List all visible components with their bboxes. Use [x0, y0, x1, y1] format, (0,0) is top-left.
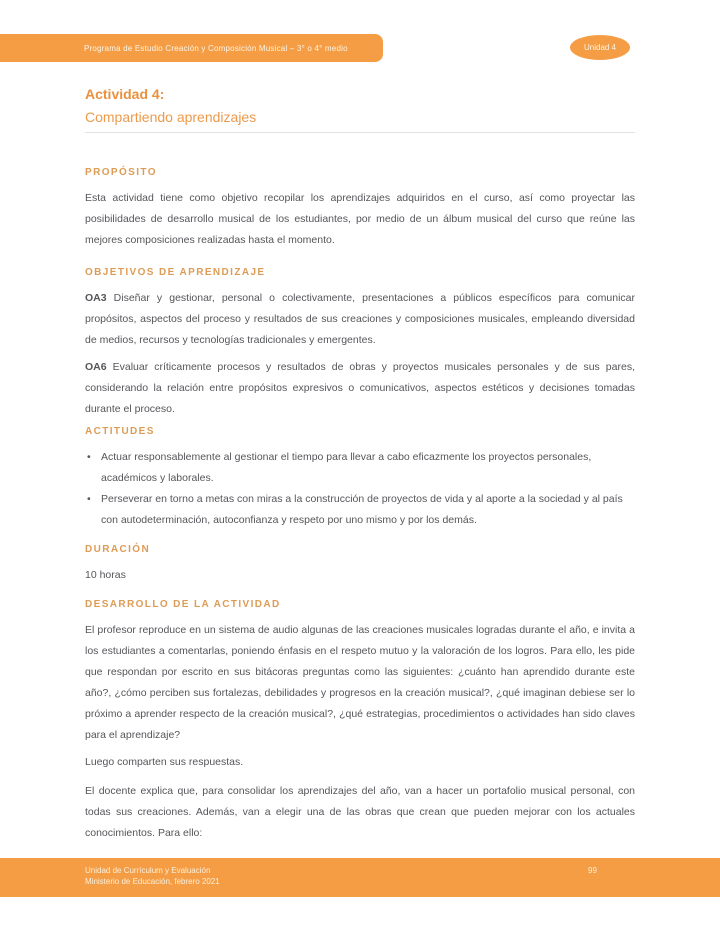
activity-subtitle: Compartiendo aprendizajes [85, 109, 257, 125]
footer-bar [0, 858, 720, 897]
header-bar [0, 34, 383, 62]
desarrollo-paragraph-2: Luego comparten sus respuestas. [85, 756, 244, 768]
page-number: 99 [588, 866, 597, 875]
oa3-code: OA3 [85, 292, 107, 304]
actitud-item-text: Actuar responsablemente al gestionar el tiempo para llevar a cabo eficazmente los proyectos personales, académicos y laborales. [101, 451, 592, 484]
program-title: Programa de Estudio Creación y Composición Musical – 3° o 4° medio [84, 43, 348, 53]
proposito-heading: PROPÓSITO [85, 167, 157, 178]
page-content [85, 86, 635, 844]
actitudes-list [85, 447, 635, 531]
desarrollo-paragraph-1: El profesor reproduce en un sistema de audio algunas de las creaciones musicales logradas durante el año, e invita a los estudiantes a comentarlas, poniendo énfasis en el respeto mutuo y la valoración de los logros. Para ello, les pide que respondan por escrito en sus bitácoras preguntas como las siguientes: ¿cuánto han aprendido durante este año?, ¿cómo perciben sus fortalezas, debilidades y progresos en la creación musical?, ¿qué imaginan debiese ser lo próximo a aprender respecto de la creación musical?, ¿qué estrategias, procedimientos o actividades han sido claves para el aprendizaje? [85, 624, 635, 741]
oa6-text: Evaluar críticamente procesos y resultados de obras y proyectos musicales personales y de sus pares, considerando la relación entre propósitos expresivos o comunicativos, aspectos estéticos y decisiones tomadas durante el proceso. [85, 361, 635, 415]
actitudes-heading: ACTITUDES [85, 426, 155, 437]
actitud-item-text: Perseverar en torno a metas con miras a la construcción de proyectos de vida y al aporte a la sociedad y al país con autodeterminación, autoconfianza y respeto por uno mismo y por los demás. [101, 493, 623, 526]
oa6-code: OA6 [85, 361, 107, 373]
unit-badge-label: Unidad 4 [583, 43, 617, 52]
duracion-heading: DURACIÓN [85, 544, 151, 555]
actitud-item [85, 447, 635, 489]
desarrollo-paragraph-3: El docente explica que, para consolidar los aprendizajes del año, van a hacer un portafolio musical personal, con todas sus creaciones. Además, van a elegir una de las obras que crean que pueden mejorar con los actuales conocimientos. Para ello: [85, 785, 635, 839]
footer-org: Unidad de Currículum y Evaluación [85, 866, 211, 875]
footer-ministry: Ministerio de Educación, febrero 2021 [85, 877, 220, 886]
oa3-text: Diseñar y gestionar, personal o colectivamente, presentaciones a públicos específicos para comunicar propósitos, aspectos del proceso y resultados de sus creaciones y composiciones musicales, empleando diversidad de medios, recursos y tecnologías tradicionales y emergentes. [85, 292, 635, 346]
proposito-text: Esta actividad tiene como objetivo recopilar los aprendizajes adquiridos en el curso, así como proyectar las posibilidades de desarrollo musical de los estudiantes, por medio de un álbum musical del curso que reúne las mejores composiciones realizadas hasta el momento. [85, 192, 635, 246]
oa6-paragraph [85, 357, 635, 420]
activity-title: Actividad 4: [85, 86, 165, 102]
duracion-text: 10 horas [85, 569, 126, 581]
oa3-paragraph [85, 288, 635, 351]
unit-badge [570, 35, 630, 60]
title-divider [85, 132, 635, 133]
desarrollo-heading: DESARROLLO DE LA ACTIVIDAD [85, 599, 281, 610]
actitud-item [85, 489, 635, 531]
footer-credits [85, 865, 220, 887]
objetivos-heading: OBJETIVOS DE APRENDIZAJE [85, 267, 266, 278]
